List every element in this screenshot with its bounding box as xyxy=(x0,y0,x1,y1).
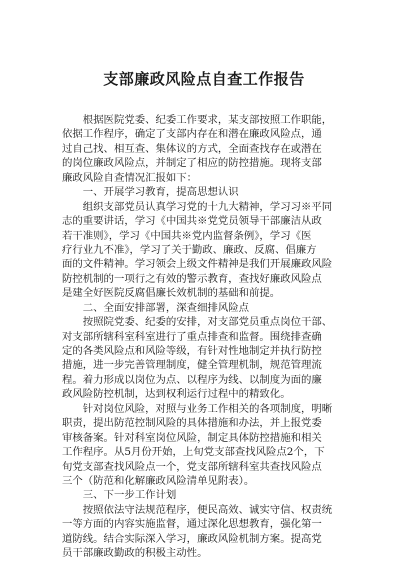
body-line: 对支部所辖科室科室进行了重点排查和监督。围绕排查确 xyxy=(62,330,322,343)
body-line: 面的文件精神。学习领会上级文件精神是我们开展廉政风险 xyxy=(62,258,333,271)
body-line: 一等方面的内容实施监督，通过深化思想教育，强化第一 xyxy=(62,518,322,531)
document-title: 支部廉政风险点自查工作报告 xyxy=(103,70,305,88)
body-line: 旬党支部查找风险点一个，党支部所辖科室共查找风险点 xyxy=(62,460,322,473)
body-line: 防控机制的一项行之有效的警示教育，查找好廉政风险点 xyxy=(62,272,322,285)
section-heading: 一、开展学习教育，提高思想认识 xyxy=(62,186,239,199)
body-line: 组织支部党员认真学习党的十九大精神，学习习※平同 xyxy=(62,200,333,213)
body-line: 措施，进一步完善管理制度，健全管理机制，规范管理流 xyxy=(62,359,322,372)
body-line: 按照依法守法规范程序，便民高效、诚实守信、权责统 xyxy=(62,503,333,516)
body-line: 若干准则》，学习《中国共※党内监督条例》，学习《医 xyxy=(62,229,312,242)
body-line: 按照院党委、纪委的安排，对支部党员重点岗位干部、 xyxy=(62,316,333,329)
body-line: 过自己找、相互查、集体议的方式，全面查找存在或潜在 xyxy=(62,142,322,155)
body-line: 依据工作程序，确定了支部内存在和潜在廉政风险点，通 xyxy=(62,128,322,141)
body-line: 针对岗位风险，对照与业务工作相关的各项制度，明晰 xyxy=(62,402,333,415)
body-line: 职责，提出防范控制风险的具体措施和办法，并上报党委 xyxy=(62,417,322,430)
body-line: 疗行业九不准》，学习了关于勤政、廉政、反腐、倡廉方 xyxy=(62,243,317,256)
body-line: 根据医院党委、纪委工作要求，某支部按照工作职能， xyxy=(62,114,333,126)
body-line: 志的重要讲话，学习《中国共※党党员领导干部廉洁从政 xyxy=(62,215,322,228)
body-line: 廉政风险自查情况汇报如下： xyxy=(62,171,198,184)
body-line: 工作程序。从5月份开始，上旬党支部查找风险点2个，下 xyxy=(62,446,325,459)
body-line: 道防线。结合实际深入学习，廉政风险机制方案。提高党 xyxy=(62,532,322,545)
body-line: 员干部廉政勤政的积极主动性。 xyxy=(62,547,208,560)
section-heading: 二、全面安排部署，深查细排风险点 xyxy=(62,301,250,314)
body-line: 是建全好医院反腐倡廉长效机制的基础和前提。 xyxy=(62,287,281,300)
section-heading: 三、下一步工作计划 xyxy=(62,489,177,502)
body-line: 的岗位廉政风险点，并制定了相应的防控措施。现将支部 xyxy=(62,157,322,170)
body-line: 政风险防控机制，达到权利运行过程中的精致化。 xyxy=(62,388,291,401)
body-line: 程。着力形成以岗位为点、以程序为线、以制度为面的廉 xyxy=(62,373,322,386)
body-line: 定的各类风险点和风险等级，有针对性地制定并执行防控 xyxy=(62,345,322,357)
body-line: 三个（防范和化解廉政风险清单见附表）。 xyxy=(62,474,255,487)
document-body xyxy=(62,113,352,561)
body-line: 审核备案。针对科室岗位风险，制定具体防控措施和相关 xyxy=(62,431,322,444)
